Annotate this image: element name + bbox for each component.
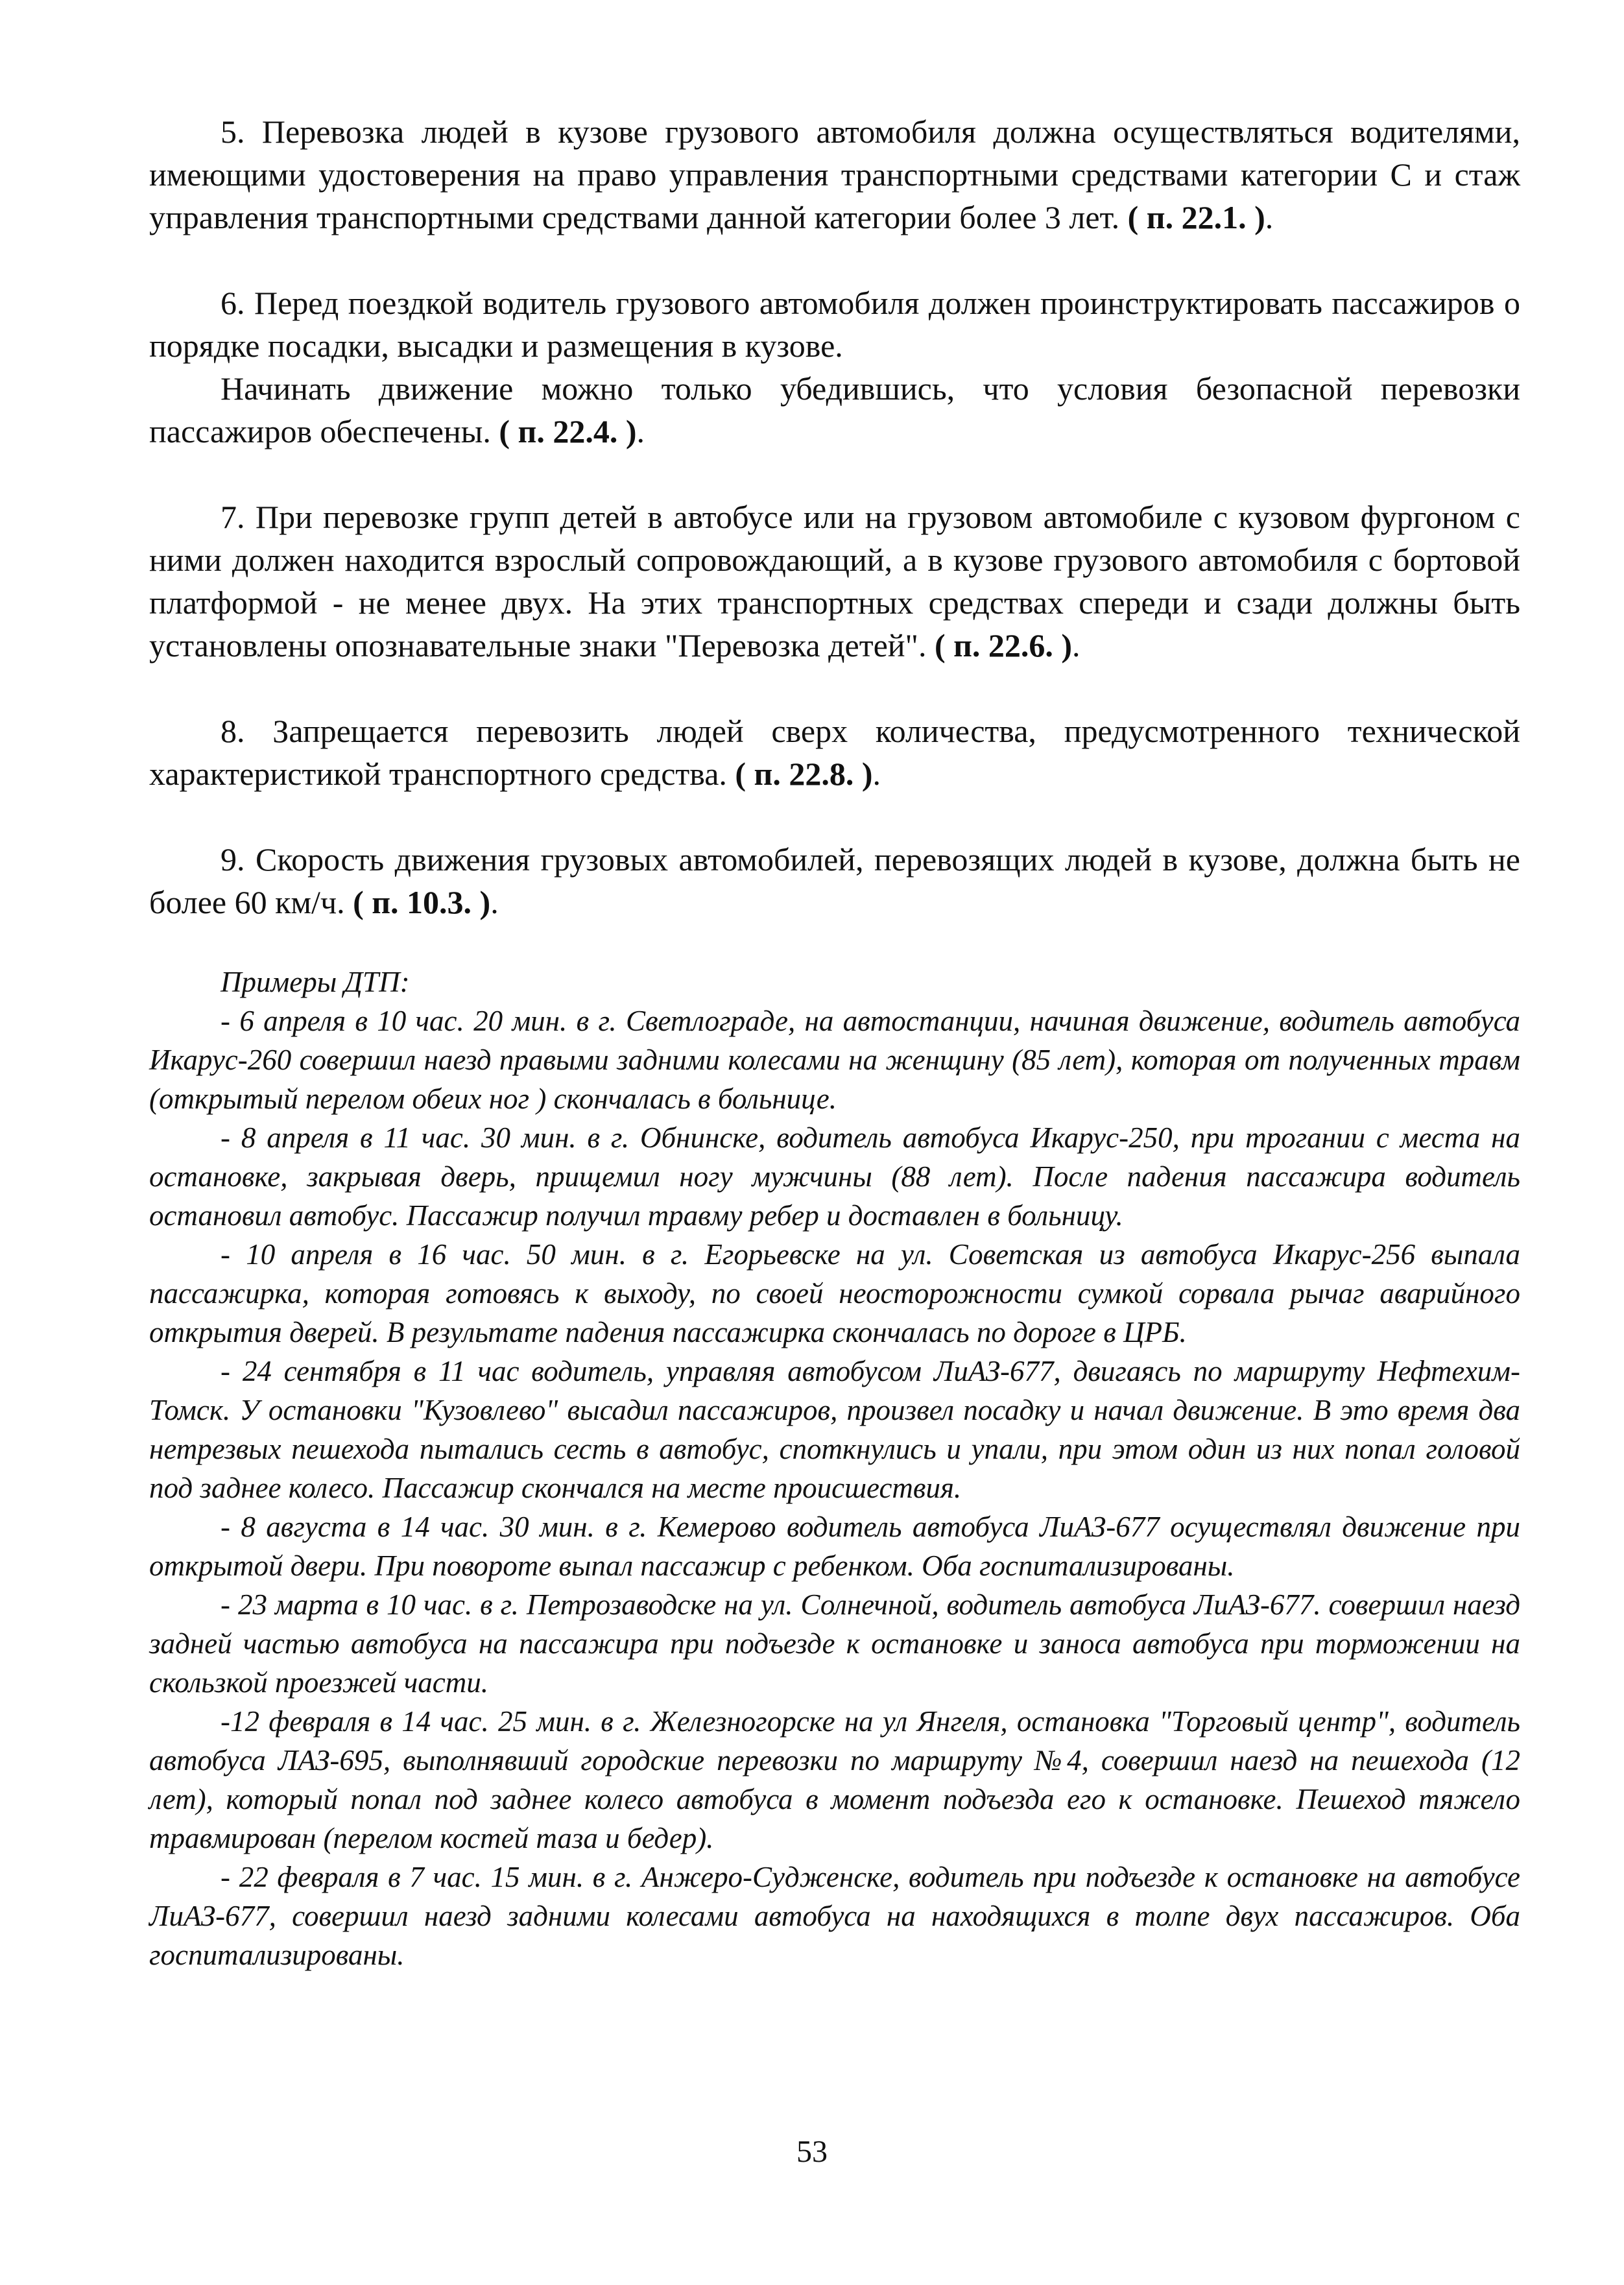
- example-item: - 8 августа в 14 час. 30 мин. в г. Кемерово водитель автобуса ЛиАЗ-677 осуществлял движение при открытой двери. При повороте выпал пассажир с ребенком. Оба госпитализированы.: [149, 1511, 1520, 1582]
- rule-paragraph: 6. Перед поездкой водитель грузового автомобиля должен проинструктировать пассажиров о порядке посадки, высадки и размещения в кузове.: [149, 285, 1520, 364]
- example-item: - 6 апреля в 10 час. 20 мин. в г. Светлограде, на автостанции, начиная движение, водитель автобуса Икарус-260 совершил наезд правыми задними колесами на женщину (85 лет), которая от полученных травм (открытый перелом обеих ног ) скончалась в больнице.: [149, 1005, 1520, 1115]
- example-item: - 10 апреля в 16 час. 50 мин. в г. Егорьевске на ул. Советская из автобуса Икарус-256 выпала пассажирка, которая готовясь к выходу, по своей неосторожности сумкой сорвала рычаг аварийного открытия дверей. В результате падения пассажирка скончалась по дороге в ЦРБ.: [149, 1238, 1520, 1348]
- accident-examples: [149, 963, 1520, 1974]
- rule-reference: ( п. 22.8. ): [735, 756, 873, 792]
- example-item: - 8 апреля в 11 час. 30 мин. в г. Обнинске, водитель автобуса Икарус-250, при трогании с места на остановке, закрывая дверь, прищемил ногу мужчины (88 лет). После падения пассажира водитель остановил автобус. Пассажир получил травму ребер и доставлен в больницу.: [149, 1121, 1520, 1232]
- rule-8: [149, 710, 1520, 795]
- rule-reference: ( п. 22.4. ): [499, 413, 637, 449]
- rule-paragraph: Начинать движение можно только убедившись, что условия безопасной перевозки пассажиров обеспечены. ( п. 22.4. ).: [149, 370, 1520, 449]
- examples-heading: Примеры ДТП:: [221, 966, 410, 998]
- rule-paragraph: 7. При перевозке групп детей в автобусе или на грузовом автомобиле с кузовом фургоном с ними должен находится взрослый сопровождающий, а в кузове грузового автомобиля с бортовой платформой - не менее двух. На этих транспортных средствах спереди и сзади должны быть установлены опознавательные знаки "Перевозка детей". ( п. 22.6. ).: [149, 499, 1520, 664]
- rule-5: [149, 110, 1520, 239]
- example-item: - 22 февраля в 7 час. 15 мин. в г. Анжеро-Судженске, водитель при подъезде к остановке на автобусе ЛиАЗ-677, совершил наезд задними колесами автобуса на находящихся в толпе двух пассажиров. Оба госпитализированы.: [149, 1861, 1520, 1971]
- rule-paragraph: 8. Запрещается перевозить людей сверх количества, предусмотренного технической характеристикой транспортного средства. ( п. 22.8. ).: [149, 713, 1520, 792]
- page-number: 53: [796, 2135, 828, 2169]
- rule-7: [149, 496, 1520, 667]
- example-item: - 23 марта в 10 час. в г. Петрозаводске на ул. Солнечной, водитель автобуса ЛиАЗ-677. совершил наезд задней частью автобуса на пассажира при подъезде к остановке и заноса автобуса при торможении на скользкой проезжей части.: [149, 1588, 1520, 1699]
- example-item: -12 февраля в 14 час. 25 мин. в г. Железногорске на ул Янгеля, остановка "Торговый центр", водитель автобуса ЛАЗ-695, выполнявший городские перевозки по маршруту №4, совершил наезд на пешехода (12 лет), который попал под заднее колесо автобуса в момент подъезда его к остановке. Пешеход тяжело травмирован (перелом костей таза и бедер).: [149, 1705, 1520, 1854]
- rule-paragraph: 5. Перевозка людей в кузове грузового автомобиля должна осуществляться водителями, имеющими удостоверения на право управления транспортными средствами категории С и стаж управления транспортными средствами данной категории более 3 лет. ( п. 22.1. ).: [149, 114, 1520, 235]
- rule-reference: ( п. 22.1. ): [1127, 199, 1265, 235]
- rule-reference: ( п. 22.6. ): [934, 627, 1073, 664]
- example-item: - 24 сентября в 11 час водитель, управляя автобусом ЛиАЗ-677, двигаясь по маршруту Нефтехим- Томск. У остановки "Кузовлево" высадил пассажиров, произвел посадку и начал движение. В это время два нетрезвых пешехода пытались сесть в автобус, споткнулись и упали, при этом один из них попал головой под заднее колесо. Пассажир скончался на месте происшествия.: [149, 1355, 1520, 1504]
- rule-9: [149, 838, 1520, 924]
- rule-paragraph: 9. Скорость движения грузовых автомобилей, перевозящих людей в кузове, должна быть не более 60 км/ч. ( п. 10.3. ).: [149, 841, 1520, 920]
- rule-6: [149, 281, 1520, 453]
- rule-reference: ( п. 10.3. ): [353, 884, 491, 920]
